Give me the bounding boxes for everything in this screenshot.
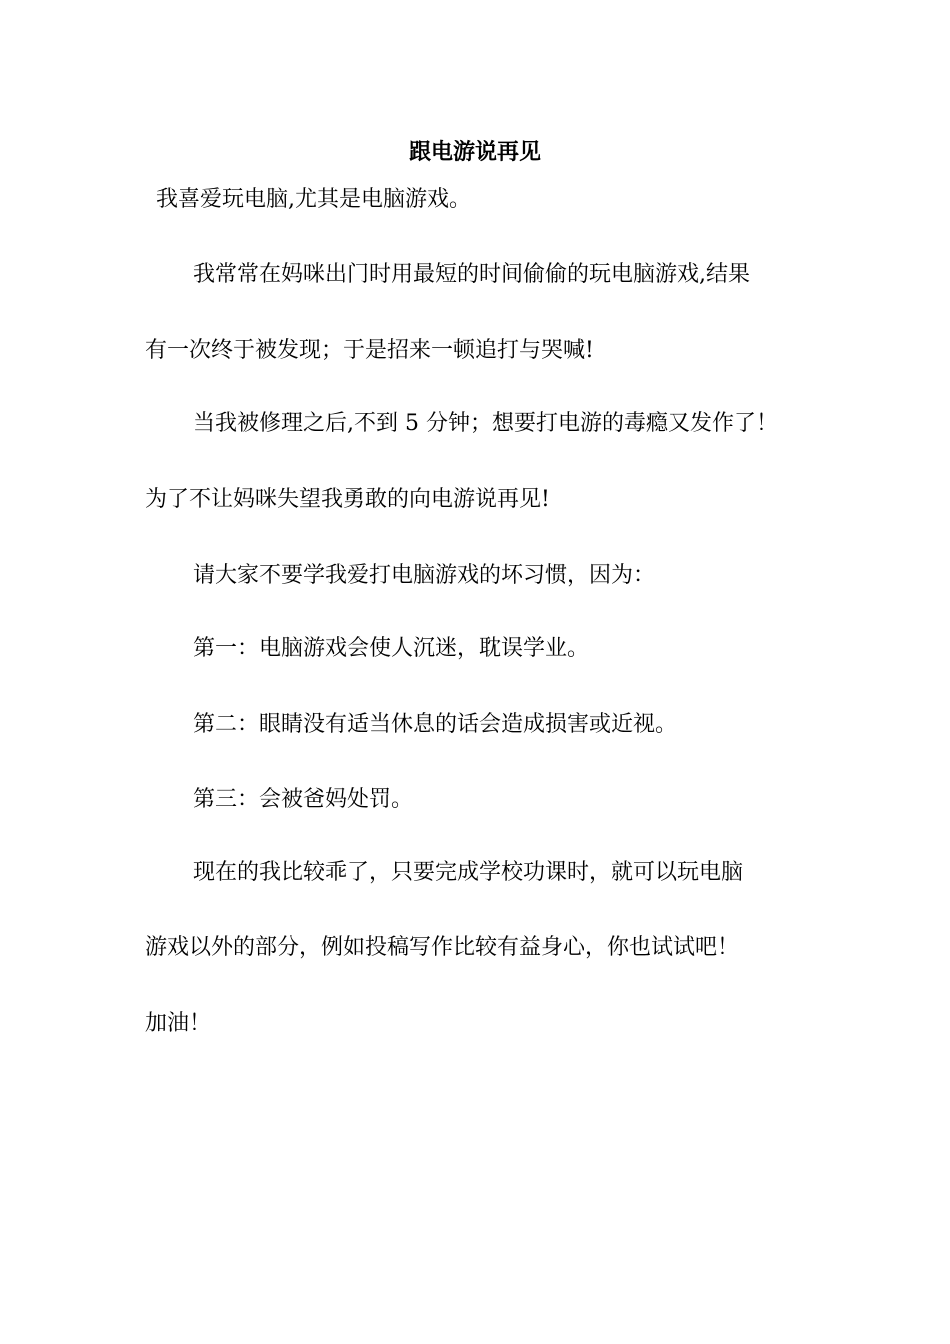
text-line-paragraph-2-start: 当我被修理之后,不到 5 分钟；想要打电游的毒瘾又发作了！ — [193, 411, 778, 436]
text-line-paragraph-2-end: 为了不让妈咪失望我勇敢的向电游说再见! — [145, 487, 550, 512]
text-line-paragraph-1-end: 有一次终于被发现；于是招来一顿追打与哭喊! — [145, 338, 594, 363]
text-line-intro: 我喜爱玩电脑,尤其是电脑游戏。 — [156, 187, 471, 212]
text-line-reason-2: 第二：眼睛没有适当休息的话会造成损害或近视。 — [193, 712, 678, 737]
text-line-paragraph-1-start: 我常常在妈咪出门时用最短的时间偷偷的玩电脑游戏,结果 — [193, 262, 750, 287]
text-line-conclusion-end: 加油！ — [145, 1011, 212, 1036]
text-line-conclusion-start: 现在的我比较乖了，只要完成学校功课时，就可以玩电脑 — [193, 860, 744, 885]
text-line-conclusion-middle: 游戏以外的部分，例如投稿写作比较有益身心，你也试试吧！ — [145, 935, 740, 960]
text-line-reasons-intro: 请大家不要学我爱打电脑游戏的坏习惯，因为： — [193, 563, 656, 588]
document-title: 跟电游说再见 — [408, 139, 541, 165]
text-line-reason-3: 第三：会被爸妈处罚。 — [193, 787, 414, 812]
text-line-reason-1: 第一：电脑游戏会使人沉迷，耽误学业。 — [193, 636, 590, 661]
